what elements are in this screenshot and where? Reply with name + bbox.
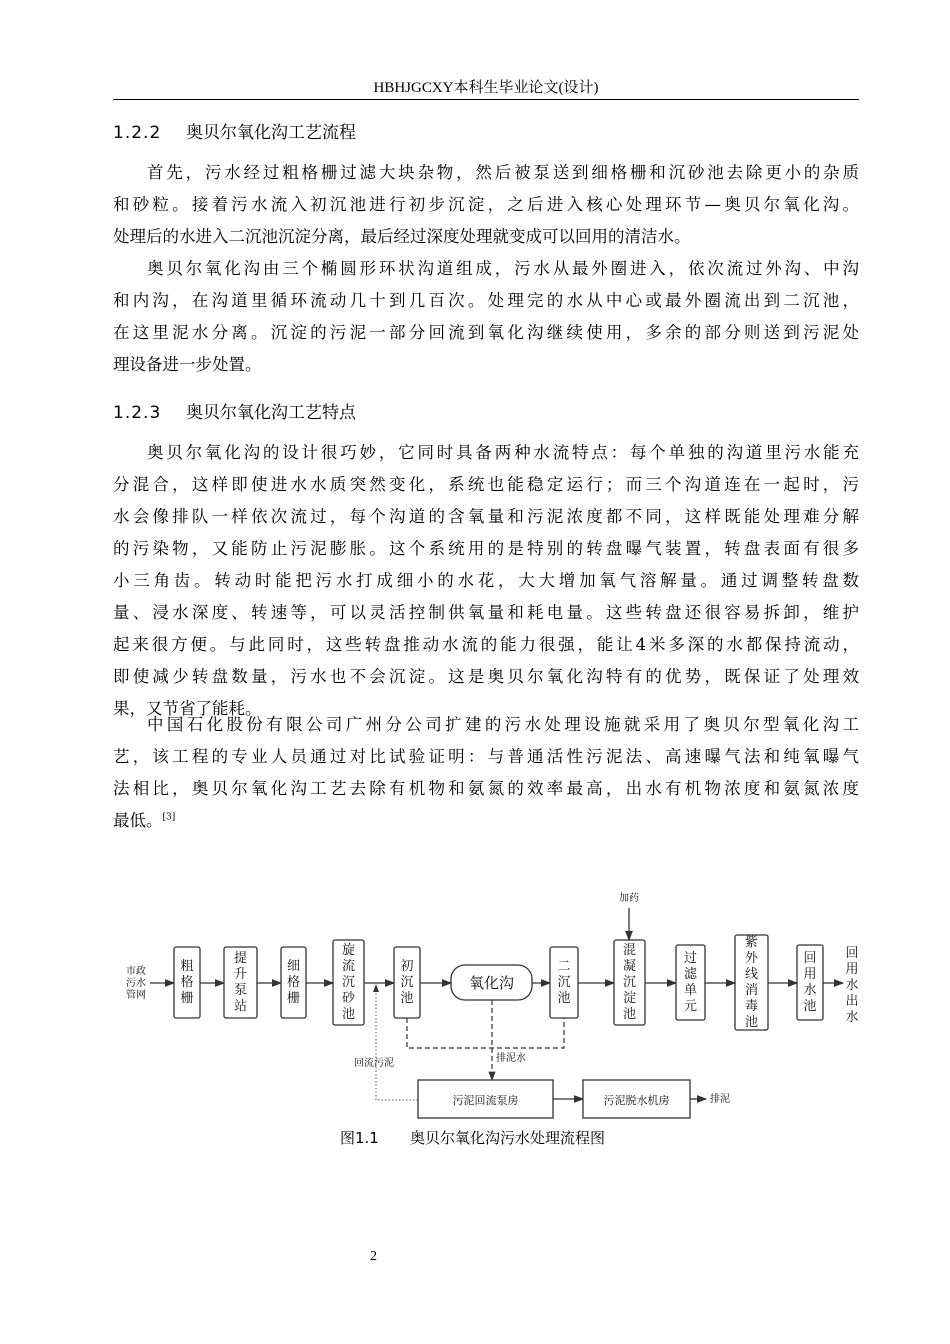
section-title: 奥贝尔氧化沟工艺流程 — [186, 123, 356, 143]
text-line-content: 的污染物，又能防止污泥膨胀。这个系统用的是特别的转盘曝气装置，转盘表面有很多 — [113, 539, 859, 558]
unit-label: 二沉池 — [557, 958, 571, 1006]
input-label: 市政污水管网 — [126, 966, 146, 1001]
text-line-content: 水会像排队一样依次流过，每个沟道的含氧量和污泥浓度都不同，这样既能处理难分解 — [113, 507, 859, 526]
figure-number: 图1.1 — [340, 1129, 379, 1147]
text-line-content: 处理后的水进入二沉池沉淀分离，最后经过深度处理就变成可以回用的清洁水。 — [113, 227, 691, 246]
sludge-dashed-line — [407, 1018, 564, 1048]
unit-label: 紫外线消毒池 — [744, 934, 758, 1030]
page-number: 2 — [370, 1249, 377, 1264]
section-title: 奥贝尔氧化沟工艺特点 — [186, 403, 356, 423]
unit-label: 提升泵站 — [233, 950, 247, 1014]
dosing-label: 加药 — [619, 893, 639, 904]
sludge-water-label: 排泥水 — [496, 1053, 526, 1064]
unit-label: 过滤单元 — [683, 950, 697, 1014]
text-line-content: 果，又节省了能耗。 — [113, 699, 262, 718]
text-line-content: 法相比，奥贝尔氧化沟工艺去除有机物和氨氮的效率最高，出水有机物浓度和氨氮浓度 — [113, 779, 859, 798]
text-line-content: 分混合，这样即使进水水质突然变化，系统也能稳定运行；而三个沟道连在一起时，污 — [113, 475, 859, 494]
text-line-content: 奥贝尔氧化沟由三个椭圆形环状沟道组成，污水从最外圈进入，依次流过外沟、中沟 — [147, 259, 859, 278]
output-label: 回用水出水 — [845, 946, 859, 1025]
figure-caption: 奥贝尔氧化沟污水处理流程图 — [410, 1129, 606, 1147]
text-line-content: 在这里泥水分离。沉淀的污泥一部分回流到氧化沟继续使用，多余的部分则送到污泥处 — [113, 323, 859, 342]
text-line-content: 首先，污水经过粗格栅过滤大块杂物，然后被泵送到细格栅和沉砂池去除更小的杂质 — [147, 163, 859, 182]
text-line-content: 最低。 — [113, 811, 163, 830]
unit-label: 旋流沉砂池 — [341, 942, 355, 1022]
text-line-content: 起来很方便。与此同时，这些转盘推动水流的能力很强，能让4米多深的水都保持流动， — [113, 635, 859, 654]
unit-label: 初沉池 — [400, 958, 414, 1006]
unit-label: 氧化沟 — [468, 974, 514, 992]
section-number: 1.2.3 — [113, 403, 162, 423]
citation: [3] — [162, 812, 176, 823]
unit-label: 混凝沉淀池 — [622, 942, 636, 1022]
text-line-content: 即使减少转盘数量，污水也不会沉淀。这是奥贝尔氧化沟特有的优势，既保证了处理效 — [113, 667, 859, 686]
text-line-content: 小三角齿。转动时能把污水打成细小的水花，大大增加氧气溶解量。通过调整转盘数 — [113, 571, 859, 590]
dewatering-label: 污泥脱水机房 — [603, 1094, 670, 1107]
text-line-content: 艺，该工程的专业人员通过对比试验证明：与普通活性污泥法、高速曝气法和纯氧曝气 — [113, 747, 859, 766]
text-line-content: 中国石化股份有限公司广州分公司扩建的污水处理设施就采用了奥贝尔型氧化沟工 — [147, 715, 859, 734]
text-line-content: 和砂粒。接着污水流入初沉池进行初步沉淀，之后进入核心处理环节—奥贝尔氧化沟。 — [113, 195, 859, 214]
text-line-content: 量、浸水深度、转速等，可以灵活控制供氧量和耗电量。这些转盘还很容易拆卸，维护 — [113, 603, 859, 622]
discharge-label: 排泥 — [710, 1094, 730, 1105]
text-line-content: 和内沟，在沟道里循环流动几十到几百次。处理完的水从中心或最外圈流出到二沉池， — [113, 291, 859, 310]
text-line-content: 理设备进一步处置。 — [113, 355, 262, 374]
unit-label: 细格栅 — [286, 958, 300, 1006]
text-line-content: 奥贝尔氧化沟的设计很巧妙，它同时具备两种水流特点：每个单独的沟道里污水能充 — [147, 443, 859, 462]
pump-room-label: 污泥回流泵房 — [452, 1094, 519, 1107]
section-number: 1.2.2 — [113, 123, 162, 143]
page-header: HBHJGCXY本科生毕业论文(设计) — [373, 80, 599, 96]
unit-label: 回用水池 — [803, 950, 817, 1014]
return-sludge-label: 回流污泥 — [354, 1058, 394, 1069]
unit-label: 粗格栅 — [180, 958, 194, 1006]
